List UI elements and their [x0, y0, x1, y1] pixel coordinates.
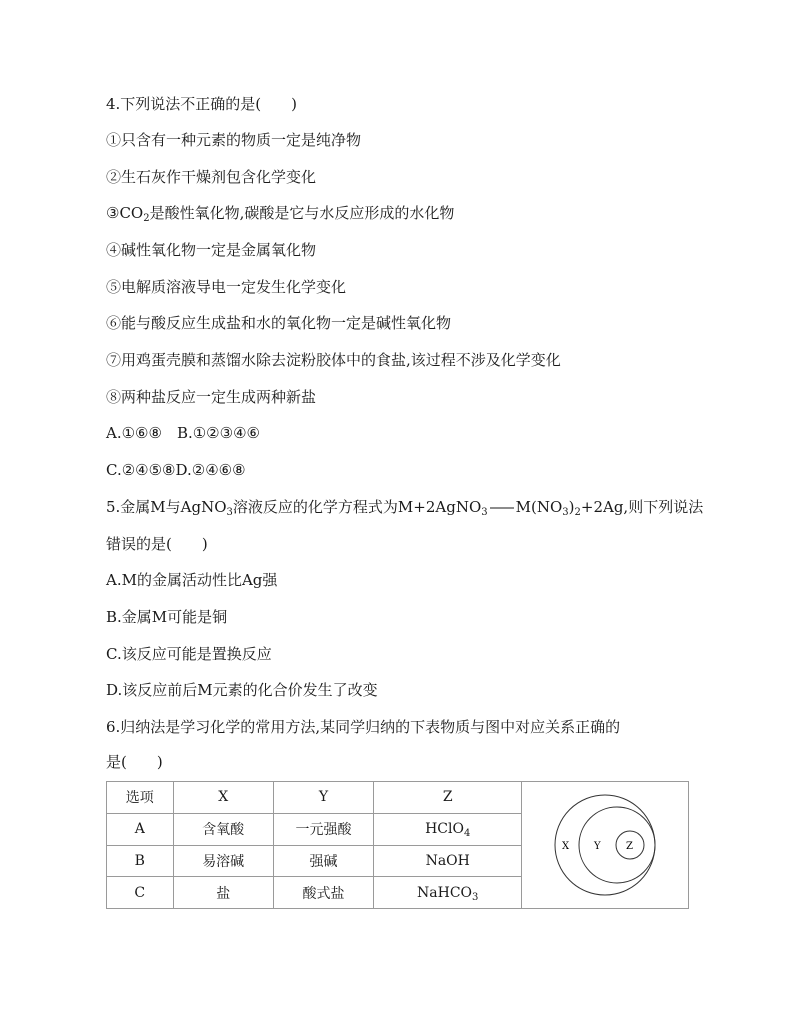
q4-s3-pre: ③CO — [106, 204, 144, 222]
q4-s3-sub: 2 — [143, 213, 150, 224]
row-c-x: 盐 — [173, 877, 273, 909]
q5-sub-1: 3 — [226, 507, 233, 518]
header-option: 选项 — [107, 782, 174, 814]
nested-circles-diagram — [545, 790, 665, 900]
label-x: X — [562, 841, 570, 852]
q6-stem: 6.归纳法是学习化学的常用方法,某同学归纳的下表物质与图中对应关系正确的 — [106, 718, 621, 736]
row-a-z-text: HClO — [425, 821, 464, 838]
q6-options-table — [106, 781, 689, 909]
q5-stem-b: 溶液反应的化学方程式为M+2AgNO — [232, 498, 482, 516]
row-b-y: 强碱 — [273, 845, 373, 877]
q5-option-a: A.M的金属活动性比Ag强 — [106, 571, 278, 589]
q4-s3-post: 是酸性氧化物,碳酸是它与水反应形成的水化物 — [149, 204, 455, 222]
q4-statement-4: ④碱性氧化物一定是金属氧化物 — [106, 241, 317, 259]
row-a-option: A — [107, 813, 174, 845]
q5-stem — [106, 497, 703, 517]
q4-options-cd: C.②④⑤⑧D.②④⑥⑧ — [106, 461, 246, 479]
table-header-row — [107, 782, 689, 814]
header-z: Z — [374, 782, 522, 814]
q5-sub-2: 3 — [481, 507, 488, 518]
row-a-z — [374, 813, 522, 845]
row-b-x: 易溶碱 — [173, 845, 273, 877]
label-z: Z — [626, 841, 634, 852]
q4-statement-1: ①只含有一种元素的物质一定是纯净物 — [106, 131, 362, 149]
row-c-z-text: NaHCO — [417, 884, 473, 901]
circle-x — [555, 795, 655, 895]
q4-statement-6: ⑥能与酸反应生成盐和水的氧化物一定是碱性氧化物 — [106, 314, 452, 332]
label-y: Y — [594, 841, 601, 852]
q4-statement-7: ⑦用鸡蛋壳膜和蒸馏水除去淀粉胶体中的食盐,该过程不涉及化学变化 — [106, 351, 561, 369]
header-x: X — [173, 782, 273, 814]
q4-statement-3 — [106, 203, 454, 223]
row-b-z-text: NaOH — [425, 852, 470, 869]
row-c-z-sub: 3 — [472, 891, 479, 903]
q5-stem-line2: 错误的是( ) — [106, 535, 208, 553]
row-a-z-sub: 4 — [463, 828, 471, 840]
row-b-z — [374, 845, 522, 877]
venn-diagram-cell — [522, 782, 689, 909]
q5-option-d: D.该反应前后M元素的化合价发生了改变 — [106, 681, 378, 699]
header-y: Y — [273, 782, 373, 814]
row-c-y: 酸式盐 — [273, 877, 373, 909]
q4-options-ab: A.①⑥⑧ B.①②③④⑥ — [106, 424, 260, 442]
row-b-option: B — [107, 845, 174, 877]
q5-stem-d: ) — [568, 498, 575, 516]
row-c-option: C — [107, 877, 174, 909]
row-a-y: 一元强酸 — [273, 813, 373, 845]
q5-sub-3: 3 — [562, 507, 569, 518]
row-c-z — [374, 877, 522, 909]
q5-option-c: C.该反应可能是置换反应 — [106, 645, 272, 663]
q6-stem-line2: 是( ) — [106, 753, 163, 771]
q5-stem-c: M(NO — [515, 498, 563, 516]
q5-option-b: B.金属M可能是铜 — [106, 608, 228, 626]
q5-stem-e: +2Ag,则下列说法 — [580, 498, 704, 516]
equation-arrow-icon — [489, 503, 515, 513]
q4-statement-8: ⑧两种盐反应一定生成两种新盐 — [106, 388, 317, 406]
q5-sub-4: 2 — [574, 507, 581, 518]
q4-stem: 4.下列说法不正确的是( ) — [106, 95, 298, 113]
q4-statement-5: ⑤电解质溶液导电一定发生化学变化 — [106, 278, 347, 296]
q5-stem-a: 5.金属M与AgNO — [106, 498, 227, 516]
q4-statement-2: ②生石灰作干燥剂包含化学变化 — [106, 168, 317, 186]
row-a-x: 含氧酸 — [173, 813, 273, 845]
